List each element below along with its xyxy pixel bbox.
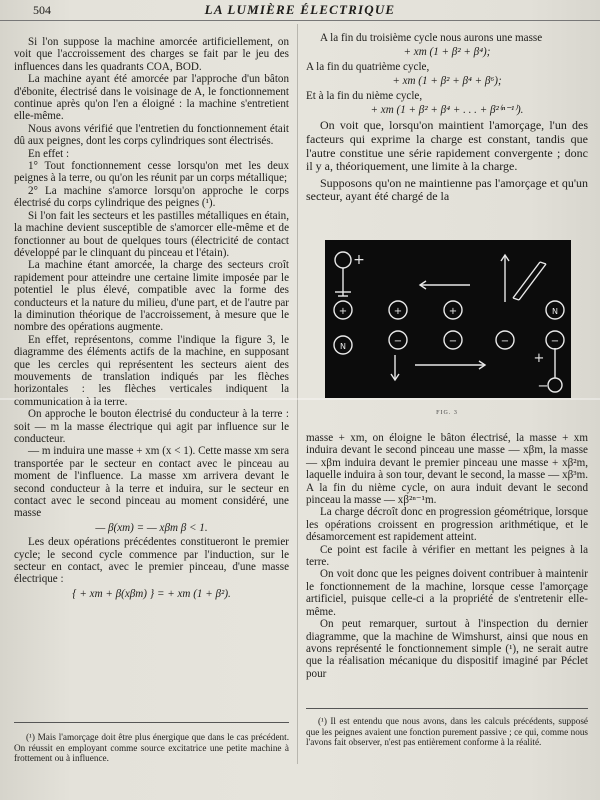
sector-label: −	[393, 336, 403, 347]
paragraph: — m induira une masse + xm (x < 1). Cette masse xm sera transportée par le secteur en contact avec le pinceau au moment de l'influence. La masse xm arrivera devant le second conducteur à la terre et induira, sur le secteur en contact avec le second pinceau au moment considéré, une masse	[14, 445, 289, 520]
footnote-right	[306, 716, 588, 748]
sector-label: N	[340, 342, 346, 351]
paragraph: En effet, représentons, comme l'indique la figure 3, le diagramme des éléments actifs de la machine, en supposant que les cercles qui représentent les secteurs aient des mouvements de translation indiqués par les flèches horizontales : les flèches verticales indiquent la communication à la terre.	[14, 333, 289, 408]
sector-label: −	[550, 336, 560, 347]
paragraph: A la fin du quatrième cycle,	[306, 60, 430, 73]
diagram-svg	[325, 240, 571, 398]
plus-mark: +	[533, 351, 545, 366]
paragraph: On approche le bouton électrisé du conducteur à la terre : soit — m la masse électrique qui agit par influence sur le conducteur.	[14, 408, 289, 445]
slanted-bar	[513, 262, 540, 298]
minus-mark: −	[537, 379, 549, 394]
page-number: 504	[33, 3, 51, 17]
sector-label: +	[338, 306, 348, 317]
sector-label: N	[552, 307, 558, 316]
paragraph: En effet :	[28, 147, 70, 160]
paragraph: Supposons qu'on ne maintienne pas l'amorçage et qu'un secteur, ayant été chargé de la	[306, 175, 588, 204]
footnote-rule	[306, 708, 588, 709]
sector-label: +	[448, 306, 458, 317]
footnote-rule	[14, 722, 289, 723]
running-title: LA LUMIÈRE ÉLECTRIQUE	[204, 2, 396, 17]
paragraph: On voit que, lorsqu'on maintient l'amorçage, l'un des facteurs qui exprime la charge est constant, tandis que l'autre constitue une série rapidement convergente ; donc il y a, théoriquement, une limite à la charge.	[306, 118, 588, 174]
paragraph: masse + xm, on éloigne le bâton électrisé, la masse + xm induira devant le second pinceau une masse — xβm, la masse — xβm induira devant le premier pinceau une masse + xβ²m, laquelle induira à son tour, devant le second, la masse — xβ³m. A la fin du nième cycle, on aura induit devant le second pinceau la masse — xβ²ⁿ⁻¹m.	[306, 432, 588, 507]
right-column-top	[306, 32, 588, 204]
paragraph: Les deux opérations précédentes constitueront le premier cycle; le second cycle commence par l'induction, sur le secteur en contact, avec le premier pinceau, d'une masse électrique :	[14, 536, 289, 586]
paragraph: Si l'on fait les secteurs et les pastilles métalliques en étain, la machine devient susceptible de s'amorcer elle-même et de fonctionner au bout de quelques tours (électricité de contact développé par le clinquant du pinceau et l'étain).	[14, 209, 289, 259]
footnote-left	[14, 732, 289, 764]
page-fold	[0, 398, 600, 400]
paragraph: La machine ayant été amorcée par l'approche d'un bâton d'ébonite, électrisé dans le voisinage de A, le fonctionnement continue après qu'on l'en a éloigné : la machine s'entretient elle-même.	[14, 73, 289, 123]
paragraph: On voit donc que les peignes doivent contribuer à maintenir le fonctionnement de la machine, lorsque cesse l'amorçage artificiel, puisque celle-ci a la propriété de s'entretenir elle-même.	[306, 568, 588, 618]
sector-label: −	[448, 336, 458, 347]
right-column-bottom	[306, 432, 588, 680]
formula: + xm (1 + β² + β⁴ + β⁶);	[392, 75, 502, 88]
paragraph: La machine étant amorcée, la charge des secteurs croît rapidement pour atteindre une certaine limite imposée par le potentiel le plus élevé, compatible avec la forme des conducteurs et la nature du milieu, d'une part, et de l'autre par la diminution théorique de l'accroissement, à mesure que le nombre des opérations augmente.	[14, 259, 289, 334]
footnote-text: (¹) Il est entendu que nous avons, dans les calculs précédents, supposé que les peignes avaient une fonction purement passive ; ce qui, comme nous l'avons fait observer, n'est pas entièrement conforme à la réalité.	[306, 716, 588, 748]
paragraph: A la fin du troisième cycle nous aurons une masse	[320, 32, 543, 44]
footnote-text: (¹) Mais l'amorçage doit être plus énergique que dans le cas précédent. On réussit en employant comme source excitatrice une petite machine à frottement ou à influence.	[14, 732, 289, 764]
formula: + xm (1 + β² + β⁴ + . . . + β²⁽ⁿ⁻¹⁾).	[370, 104, 524, 117]
paragraph: La charge décroît donc en progression géométrique, lorsque les opérations croissent en progression arithmétique, et le désamorcement est rapidement atteint.	[306, 506, 588, 544]
conductor-circle	[548, 378, 562, 392]
formula: — β(xm) = — xβm β < 1.	[95, 521, 208, 534]
formula: + xm (1 + β² + β⁴);	[403, 46, 491, 59]
conductor-circle	[335, 252, 351, 268]
paragraph: 2° La machine s'amorce lorsqu'on approche le corps électrisé du corps cylindrique des peignes (¹).	[14, 184, 289, 210]
paragraph: Nous avons vérifié que l'entretien du fonctionnement était dû aux peignes, dont les corps cylindriques sont électrisés.	[14, 122, 289, 148]
slanted-bar	[519, 264, 546, 300]
left-column	[14, 36, 289, 716]
paragraph: Et à la fin du nième cycle,	[306, 89, 423, 102]
paragraph: On peut remarquer, surtout à l'inspection du dernier diagramme, que la machine de Wimshurst, ainsi que nous en avons représenté le fonctionnement simple (¹), ne serait autre que la réalisation mécanique du dispositif imaginé par Péclet pour	[306, 618, 588, 680]
sector-label: +	[393, 306, 403, 317]
figure-caption: FIG. 3	[436, 410, 458, 416]
paragraph: Ce point est facile à vérifier en mettant les peignes à la terre.	[306, 543, 588, 569]
column-gutter	[297, 24, 298, 764]
paragraph: Si l'on suppose la machine amorcée artificiellement, on voit que l'accroissement des charges se fait par le jeu des influences dans les quadrants COA, BOD.	[14, 36, 289, 73]
paragraph: 1° Tout fonctionnement cesse lorsqu'on met les deux peignes à la terre, ou qu'on les réunit par un corps métallique;	[14, 160, 289, 185]
sector-label: −	[500, 336, 510, 347]
page-header	[0, 0, 600, 21]
formula: { + xm + β(xβm) } = + xm (1 + β²).	[72, 587, 231, 600]
figure-3-diagram	[325, 240, 571, 398]
plus-mark: +	[353, 252, 365, 268]
